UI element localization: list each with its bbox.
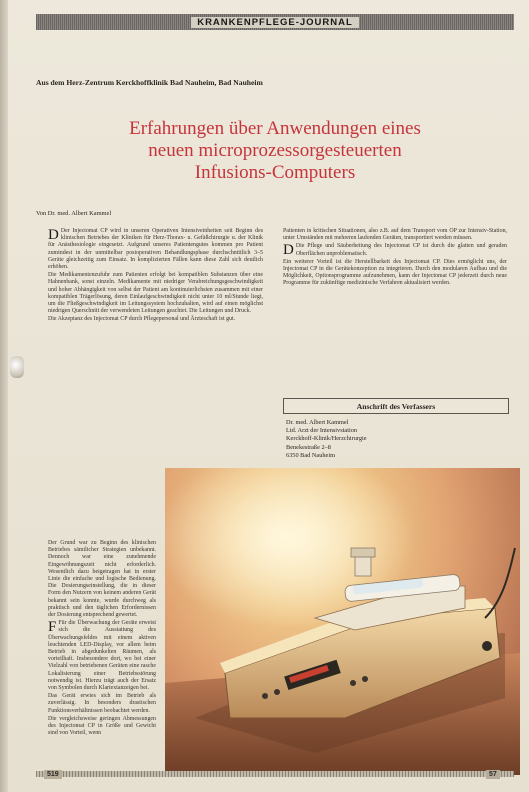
paragraph: Ein weiterer Vorteil ist die Herstellbarkeit des Injectomat CP. Dies ermöglicht uns, der Injectomat CP in die Gerätekonzeption zu integrieren. Durch den modularen Aufbau und die Möglichkeit, Optionsprogramme aufzunehmen, kann der Injectomat CP jederzeit durch neue Programme für zukünftige medizinische Verfahren aktualisiert werden. <box>283 258 507 287</box>
paragraph: Der Grund war zu Beginn des klinischen Betriebes sämtlicher Strategien unbekannt. Dennoch war eine zunehmende Eingewöhnungszeit nicht erforderlich. Wesentlich dazu beigetragen hat in erster Linie die einfache und logische Bedienung. Die Dosierungseinstellung, die in dieser Form den Nutzern von keinem anderen Gerät bekannt sein konnte, wurde durchweg als praktisch und den täglichen Erfordernissen der Dosierung entsprechend gewertet. <box>48 540 156 619</box>
left-narrow-column <box>48 540 156 738</box>
address-line: Kerckhoff-Klinik/Herzchirurgie <box>286 435 367 443</box>
page-binding-edge <box>0 0 8 792</box>
paragraph: Die Medikamentenzufuhr zum Patienten erfolgt bei kompatiblen Substanzen über eine Hahnenbank, sonst einzeln. Medikamente mit niedriger Verabreichungsgeschwindigkeit und hoher Abhängigkeit von selbst der Patient am kontinuierlichsten zusammen mit einer kompatiblen Trägerlösung, deren Einlaufgeschwindigkeit nicht unter 10 ml/Stunde liegt, um die Fließgeschwindigkeit im Leitungssystem hochzuhalten, wird auf einen möglichst niedrigen Querschnitt der verwendeten Leitungen geachtet. Die Leitungen und Druck. <box>48 272 263 315</box>
title-line: Erfahrungen über Anwendungen eines <box>129 118 421 139</box>
footer-rule <box>36 771 514 777</box>
page-number-right: 57 <box>486 770 500 779</box>
binder-hole <box>10 356 24 378</box>
author-byline: Von Dr. med. Albert Kammel <box>36 210 112 217</box>
paragraph <box>48 620 156 692</box>
paragraph-text: Die Pflege und Säuberheitung des Injectomat CP ist durch die glatten und geraden Oberflächen unproblematisch. <box>295 243 507 257</box>
journal-name: KRANKENPFLEGE-JOURNAL <box>191 17 359 28</box>
address-line: Dr. med. Albert Kammel <box>286 419 349 426</box>
title-line: neuen microprozessorgesteuerten <box>148 140 402 161</box>
journal-header-bar <box>36 14 514 30</box>
page-number-left: 519 <box>44 770 62 779</box>
paragraph: Die Akzeptanz des Injectomat CP durch Pflegepersonal und Ärzteschaft ist gut. <box>48 316 236 323</box>
paragraph <box>48 228 263 271</box>
dropcap: F <box>48 619 57 636</box>
author-address-heading: Anschrift des Verfassers <box>283 398 509 414</box>
left-text-column <box>48 228 263 325</box>
dropcap: D <box>283 242 294 259</box>
address-line: Benekestraße 2–8 <box>286 443 331 451</box>
dropcap: D <box>48 227 59 243</box>
paragraph-text: Der Injectomat CP wird in unseren Operativen Intensiveinheiten seit Beginn des klinischen Betriebes der Kliniken für Herz-Thorax- u. Gefäßchirurgie u. der Klinik für Anästhesiologie eingesetzt. Aufgrund unseres Patientengutes kommen pro Patient zumindest in der unmittelbar postoperativen Behandlungsphase durchschnittlich 3–5 Geräte gleichzeitig zum Einsatz. In komplizierten Fällen kann diese Zahl sich deutlich erhöhen. <box>48 228 263 271</box>
paragraph: Das Gerät erwies sich im Betrieb als zuverlässig. In besonders drastischen Funktionsverhältnissen beobachtet werden. <box>48 693 156 714</box>
institution-line: Aus dem Herz-Zentrum Kerckhoffklinik Bad Nauheim, Bad Nauheim <box>36 78 263 87</box>
author-address <box>286 419 367 460</box>
paragraph <box>283 243 507 257</box>
paragraph: Patienten in kritischen Situationen, also z.B. auf dem Transport vom OP zur Intensiv-Station, unter Umständen mit mehreren laufenden Geräten, transportiert werden müssen. <box>283 228 507 242</box>
paragraph: Die vergleichsweise geringen Abmessungen des Injectomat CP in Größe und Gewicht sind von Vorteil, wenn <box>48 715 156 737</box>
title-line: Infusions-Computers <box>194 162 356 183</box>
address-line: 6350 Bad Nauheim <box>286 451 335 459</box>
right-text-column <box>283 228 507 289</box>
article-title <box>36 118 514 184</box>
paragraph-text: Für die Überwachung der Geräte erweist sich die Ausstattung des Überwachungsfeldes mit einem aktiven leuchtenden LED-Display, vor allem beim Betrieb in abgedunkelten Räumen, als vorteilhaft. Insbesondere dort, wo bei einer Vielzahl von betriebenen Geräten eine rasche Lokalisierung einer Betriebsstörung notwendig ist. Hierzu trägt auch der Ersatz von Symbolen durch Klartextanzeigen bei. <box>48 620 156 692</box>
infusion-pump-photo <box>165 468 520 775</box>
address-line: Ltd. Arzt der Intensivstation <box>286 427 357 435</box>
infusion-pump-illustration <box>165 468 520 775</box>
